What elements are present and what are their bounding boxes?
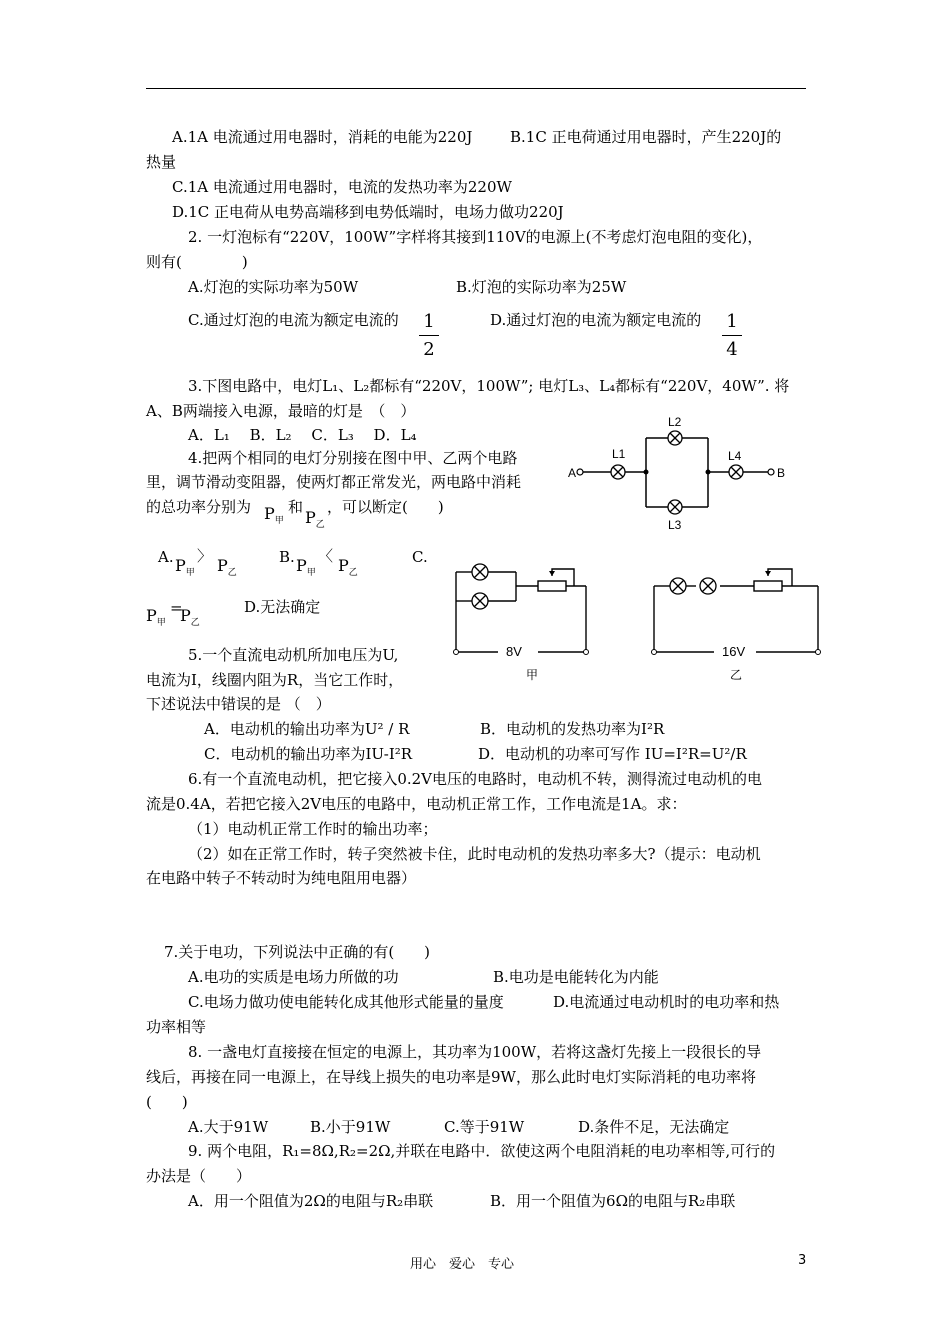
q1-option-b: B.1C 正电荷通过用电器时，产生220J的 xyxy=(510,128,782,146)
q6-part-2: （2）如在正常工作时，转子突然被卡住，此时电动机的发热功率多大?（提示：电动机 xyxy=(188,845,761,863)
p-yi-symbol: $P_乙$ xyxy=(305,508,325,531)
lamp-jia-2-icon xyxy=(472,593,488,609)
q8-option-a: A.大于91W xyxy=(188,1118,269,1136)
q2-option-c: C.通过灯泡的电流为额定电流的 xyxy=(188,311,399,329)
label-l4: L4 xyxy=(728,449,742,463)
q8-option-b: B.小于91W xyxy=(310,1118,391,1136)
q4-option-b-p-jia: $P_甲$ xyxy=(296,556,316,579)
q2-stem-1: 2. 一灯泡标有“220V，100W”字样将其接到110V的电源上(不考虑灯泡电阻的变化)， xyxy=(188,228,763,246)
q5-stem-2: 电流为I，线圈内阻为R，当它工作时， xyxy=(146,671,404,689)
q7-option-a: A.电功的实质是电场力所做的功 xyxy=(188,968,399,986)
q4-option-a-p-jia: $P_甲$ xyxy=(175,556,195,579)
q3-options: A．L₁ B．L₂ C．L₃ D．L₄ xyxy=(188,426,417,444)
q4-option-b-label: B. xyxy=(279,548,295,566)
fraction-denominator: 4 xyxy=(726,339,738,360)
q4-option-a-relation: 〉 xyxy=(197,547,213,565)
q4-option-c-p-jia: $P_甲$ xyxy=(146,606,166,629)
footer-motto: 用心 爱心 专心 xyxy=(410,1257,515,1272)
lamp-l3-icon xyxy=(668,500,682,514)
q4-option-c-relation: = xyxy=(170,599,183,617)
label-a: A xyxy=(568,466,577,480)
q6-stem-2: 流是0.4A，若把它接入2V电压的电路中，电动机正常工作，工作电流是1A。求： xyxy=(146,795,687,813)
q5-option-a: A．电动机的输出功率为U² / R xyxy=(204,720,410,738)
terminal-a-icon xyxy=(577,469,583,475)
q4-option-c-label: C. xyxy=(412,548,428,566)
page-number: 3 xyxy=(798,1253,807,1268)
terminal-b-icon xyxy=(768,469,774,475)
q4-option-b-relation: 〈 xyxy=(318,547,334,565)
lamp-l2-icon xyxy=(668,431,682,445)
q2-fraction-half xyxy=(419,311,439,360)
junction-dot-icon xyxy=(706,470,711,475)
q9-stem-1: 9. 两个电阻，R₁=8Ω,R₂=2Ω,并联在电路中．欲使这两个电阻消耗的电功率相等,可行的 xyxy=(188,1142,776,1160)
q8-stem-2: 线后，再接在同一电源上，在导线上损失的电功率是9W，那么此时电灯实际消耗的电功率将 xyxy=(146,1068,756,1086)
q3-stem-1: 3.下图电路中，电灯L₁、L₂都标有“220V，100W”; 电灯L₃、L₄都标有“220V，40W”. 将 xyxy=(188,377,790,395)
q5-stem-3: 下述说法中错误的是 （ ） xyxy=(146,695,331,713)
subscript: 甲 xyxy=(274,516,284,527)
slider-arrow-icon xyxy=(549,571,555,576)
q1-option-c: C.1A 电流通过用电器时，电流的发热功率为220W xyxy=(172,178,512,196)
q1-option-b-cont: 热量 xyxy=(146,153,177,171)
subscript: 乙 xyxy=(227,568,237,579)
label-yi: 乙 xyxy=(730,668,743,682)
lamp-jia-1-icon xyxy=(472,564,488,580)
label-l2: L2 xyxy=(668,415,682,429)
voltage-jia: 8V xyxy=(506,644,522,659)
lamp-yi-2-icon xyxy=(700,578,716,594)
q8-option-d: D.条件不足，无法确定 xyxy=(578,1118,730,1136)
lamp-l1-icon xyxy=(611,465,625,479)
q4-option-c-p-yi: $P_乙$ xyxy=(180,606,200,629)
q8-option-c: C.等于91W xyxy=(444,1118,525,1136)
q6-stem-1: 6.有一个直流电动机，把它接入0.2V电压的电路时，电动机不转，测得流过电动机的电 xyxy=(188,770,763,788)
q2-option-b: B.灯泡的实际功率为25W xyxy=(456,278,627,296)
subscript: 甲 xyxy=(306,568,316,579)
fraction-numerator: 1 xyxy=(726,311,738,332)
voltage-yi: 16V xyxy=(722,644,746,659)
slider-arrow-icon xyxy=(765,571,771,576)
q4-option-b-p-yi: $P_乙$ xyxy=(338,556,358,579)
q8-stem-3: ( ) xyxy=(146,1093,188,1111)
terminal-icon xyxy=(584,650,589,655)
q7-option-c: C.电场力做功使电能转化成其他形式能量的量度 xyxy=(188,993,504,1011)
q2-option-d: D.通过灯泡的电流为额定电流的 xyxy=(490,311,702,329)
q4-stem-1: 4.把两个相同的电灯分别接在图中甲、乙两个电路 xyxy=(188,449,518,467)
terminal-icon xyxy=(454,650,459,655)
q9-option-a: A．用一个阻值为2Ω的电阻与R₂串联 xyxy=(188,1192,434,1210)
q4-option-a-p-yi: $P_乙$ xyxy=(217,556,237,579)
q7-option-b: B.电功是电能转化为内能 xyxy=(493,968,659,986)
q7-option-d: D.电流通过电动机时的电功率和热 xyxy=(553,993,780,1011)
lamp-l4-icon xyxy=(729,465,743,479)
q7-stem: 7.关于电功，下列说法中正确的有( ) xyxy=(164,943,431,961)
label-jia: 甲 xyxy=(526,668,539,682)
q2-option-a: A.灯泡的实际功率为50W xyxy=(188,278,359,296)
q8-stem-1: 8. 一盏电灯直接接在恒定的电源上，其功率为100W，若将这盏灯先接上一段很长的导 xyxy=(188,1043,762,1061)
label-l3: L3 xyxy=(668,518,682,532)
subscript: 乙 xyxy=(190,618,200,629)
lamp-yi-1-icon xyxy=(670,578,686,594)
q4-circuit-diagrams xyxy=(446,552,826,687)
q3-circuit-diagram xyxy=(566,410,806,535)
subscript: 甲 xyxy=(156,618,166,629)
q2-stem-2: 则有( ) xyxy=(146,253,248,271)
q6-part-2-cont: 在电路中转子不转动时为纯电阻用电器） xyxy=(146,869,417,887)
q9-stem-2: 办法是（ ） xyxy=(146,1167,252,1185)
q9-option-b: B．用一个阻值为6Ω的电阻与R₂串联 xyxy=(490,1192,736,1210)
subscript: 甲 xyxy=(185,568,195,579)
q4-stem-2: 里，调节滑动变阻器，使两灯都正常发光，两电路中消耗 xyxy=(146,473,522,491)
junction-dot-icon xyxy=(644,470,649,475)
subscript: 乙 xyxy=(315,520,325,531)
label-l1: L1 xyxy=(612,447,626,461)
q1-option-a: A.1A 电流通过用电器时，消耗的电能为220J xyxy=(172,128,473,146)
q5-option-c: C．电动机的输出功率为IU-I²R xyxy=(204,745,413,763)
q4-stem-3-and: 和 xyxy=(288,498,304,516)
q5-option-b: B．电动机的发热功率为I²R xyxy=(480,720,665,738)
q4-option-a-label: A. xyxy=(158,548,174,566)
q2-fraction-quarter xyxy=(722,311,742,360)
q1-option-d: D.1C 正电荷从电势高端移到电势低端时，电场力做功220J xyxy=(172,203,564,221)
q4-stem-3: 的总功率分别为 xyxy=(146,498,252,516)
terminal-icon xyxy=(652,650,657,655)
q5-option-d: D．电动机的功率可写作 IU=I²R=U²/R xyxy=(478,745,747,763)
q6-part-1: （1）电动机正常工作时的输出功率； xyxy=(188,820,438,838)
q3-stem-2: A、B两端接入电源，最暗的灯是 （ ） xyxy=(146,402,416,420)
terminal-icon xyxy=(816,650,821,655)
q4-stem-3-end: ，可以断定( ) xyxy=(327,498,444,516)
q4-option-d: D.无法确定 xyxy=(244,598,321,616)
label-b: B xyxy=(777,466,786,480)
fraction-denominator: 2 xyxy=(423,339,435,360)
p-jia-symbol: $P_甲$ xyxy=(264,504,284,527)
q5-stem-1: 5.一个直流电动机所加电压为U, xyxy=(188,646,399,664)
q7-option-d-cont: 功率相等 xyxy=(146,1018,207,1036)
fraction-numerator: 1 xyxy=(423,311,435,332)
header-rule xyxy=(146,88,806,89)
subscript: 乙 xyxy=(348,568,358,579)
